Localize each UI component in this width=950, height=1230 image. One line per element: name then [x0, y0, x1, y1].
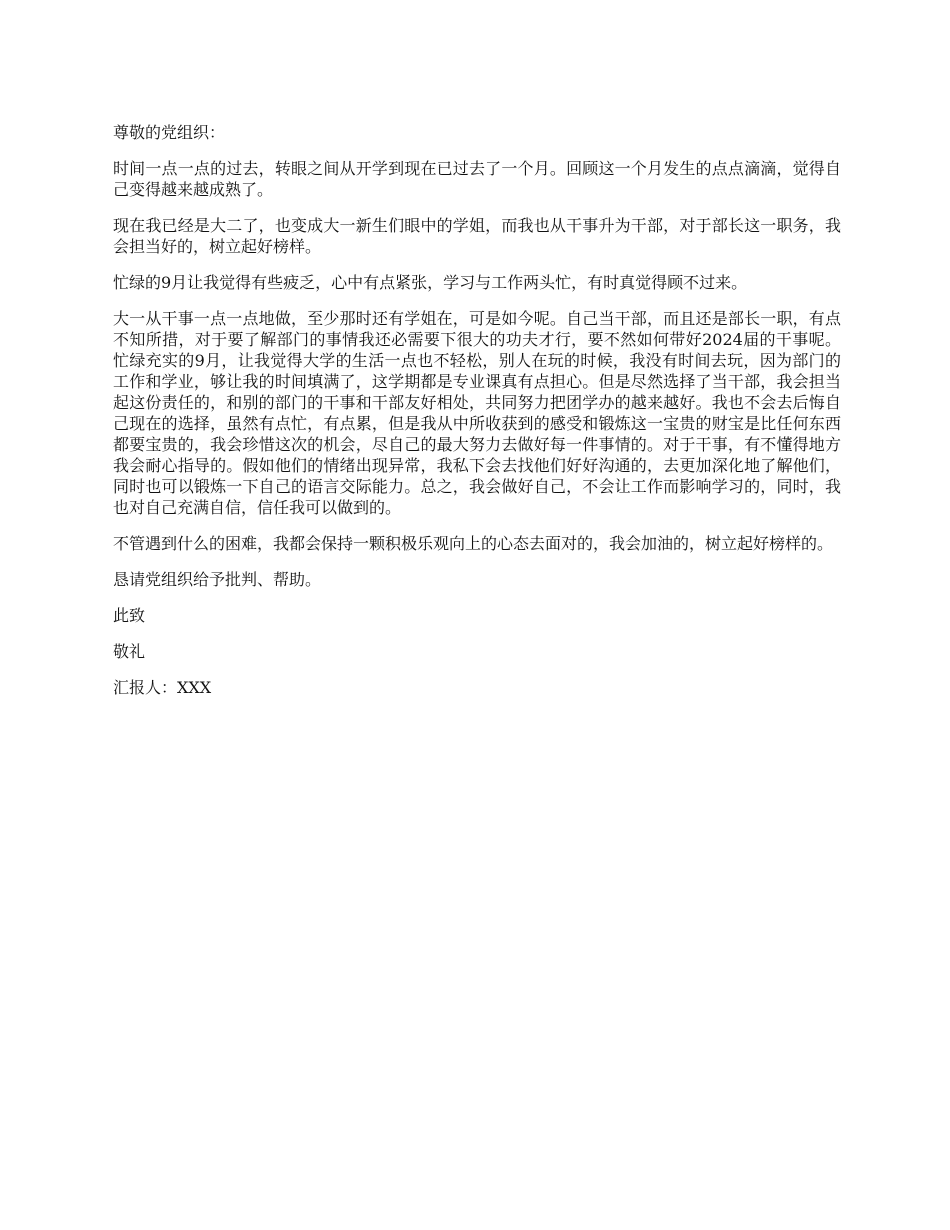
- signature-line: 汇报人：XXX: [113, 678, 212, 697]
- body-paragraph-4: 大一从干事一点一点地做，至少那时还有学姐在，可是如今呢。自己当干部，而且还是部长一职，有点不知所措，对于要了解部门的事情我还必需要下很大的功夫才行，要不然如何带好2024届的干事呢。忙绿充实的9月，让我觉得大学的生活一点也不轻松，别人在玩的时候，我没有时间去玩，因为部门的工作和学业，够让我的时间填满了，这学期都是专业课真有点担心。但是尽然选择了当干部，我会担当起这份责任的，和别的部门的干事和干部友好相处，共同努力把团学办的越来越好。我也不会去后悔自己现在的选择，虽然有点忙，有点累，但是我从中所收获到的感受和锻炼这一宝贵的财宝是比任何东西都要宝贵的，我会珍惜这次的机会，尽自己的最大努力去做好每一件事情的。对于干事，有不懂得地方我会耐心指导的。假如他们的情绪出现异常，我私下会去找他们好好沟通的，去更加深化地了解他们，同时也可以锻炼一下自己的语言交际能力。总之，我会做好自己，不会让工作而影响学习的，同时，我也对自己充满自信，信任我可以做到的。: [113, 309, 841, 517]
- document-page: [113, 122, 841, 713]
- body-paragraph-3: 忙绿的9月让我觉得有些疲乏，心中有点紧张，学习与工作两头忙，有时真觉得顾不过来。: [113, 273, 748, 292]
- salutation: 尊敬的党组织：: [113, 123, 226, 142]
- request-line: 恳请党组织给予批判、帮助。: [113, 570, 322, 589]
- body-paragraph-5: 不管遇到什么的困难，我都会保持一颗积极乐观向上的心态去面对的，我会加油的，树立起好榜样的。: [113, 534, 834, 553]
- closing-line-2: 敬礼: [113, 642, 146, 661]
- body-paragraph-2: 现在我已经是大二了，也变成大一新生们眼中的学姐，而我也从干事升为干部，对于部长这一职务，我会担当好的，树立起好榜样。: [113, 216, 841, 256]
- closing-line-1: 此致: [113, 606, 146, 625]
- body-paragraph-1: 时间一点一点的过去，转眼之间从开学到现在已过去了一个月。回顾这一个月发生的点点滴滴，觉得自己变得越来越成熟了。: [113, 159, 841, 199]
